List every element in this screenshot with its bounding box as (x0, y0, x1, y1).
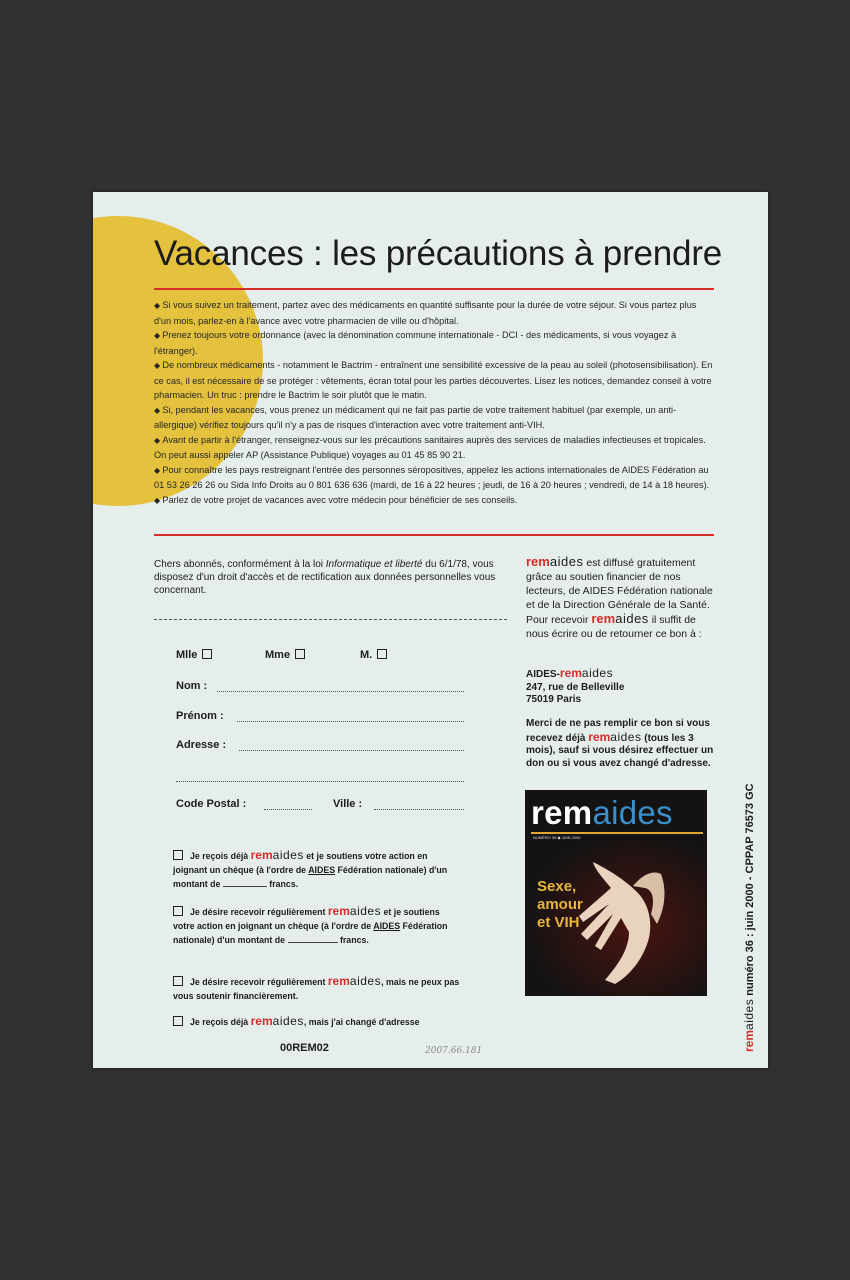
amount-blank[interactable] (223, 879, 267, 887)
checkbox-m[interactable]: M. (360, 649, 387, 661)
tip-item: ◆ Pour connaître les pays restreignant l'entrée des personnes séropositives, appelez les actions internationales de AIDES Fédération au 01 53 26 26 26 ou Sida Info Droits au 0 801 636 636 (mardi, de 16 à 22 heures ; jeudi, de 16 à 20 heures ; vendredi, de 14 à 18 heures). (154, 463, 716, 493)
option-subscribe-free[interactable]: Je désire recevoir régulièrement remaides, mais ne peux pas vous soutenir financièrement. (173, 974, 460, 1001)
privacy-notice: Chers abonnés, conformément à la loi Informatique et liberté du 6/1/78, vous disposez d'un droit d'accès et de rectification aux données personnelles vous concernant. (154, 559, 496, 596)
nom-field[interactable] (217, 691, 464, 692)
checkbox-mlle[interactable]: Mlle (176, 649, 212, 661)
tip-item: ◆ Si, pendant les vacances, vous prenez un médicament qui ne fait pas partie de votre traitement habituel (par exemple, un anti-allergique) vérifiez toujours qu'il n'y a pas de risques d'interaction avec votre traitement anti-VIH. (154, 403, 716, 433)
distribution-info: remaides est diffusé gratuitement grâce au soutien financier de nos lecteurs, de AIDES Fédération nationale et de la Direction Générale de la Santé. Pour recevoir remaides il suffit de nous écrire ou de retourner ce bon à : (526, 554, 713, 640)
option-subscribe-donate[interactable]: Je désire recevoir régulièrement remaides et je soutiens votre action en joignant un chèque (à l'ordre de AIDES Fédération nationale) d'un montant de francs. (173, 904, 448, 945)
form-code: 00REM02 (280, 1042, 329, 1054)
law-name: Informatique et liberté (325, 559, 423, 570)
code-postal-field[interactable] (264, 809, 312, 810)
tip-item: ◆ Parlez de votre projet de vacances avec votre médecin pour bénéficier de ses conseils. (154, 493, 716, 509)
checkbox-icon (173, 1016, 183, 1026)
checkbox-icon (173, 850, 183, 860)
nom-label: Nom : (176, 680, 208, 692)
cover-rule (531, 832, 703, 834)
page-title: Vacances : les précautions à prendre (154, 234, 723, 273)
cut-line (154, 619, 507, 620)
code-postal-label: Code Postal : (176, 798, 247, 810)
cover-headline: Sexe, amour et VIH (537, 878, 583, 931)
checkbox-icon (377, 649, 387, 659)
tip-item: ◆ Avant de partir à l'étranger, renseignez-vous sur les précautions sanitaires auprès des services de maladies infectieuses et tropicales. On peut aussi appeler AP (Assistance Publique) voyages au 01 45 85 90 21. (154, 433, 716, 463)
spine-text: remaides numéro 36 : juin 2000 - CPPAP 76573 GC (742, 783, 756, 1052)
cover-issue-line: NUMÉRO 36 ◆ JUIN 2000 (533, 835, 581, 840)
option-address-change[interactable]: Je reçois déjà remaides, mais j'ai changé d'adresse (173, 1014, 463, 1029)
tip-item: ◆ Prenez toujours votre ordonnance (avec la dénomination commune internationale - DCI - des médicaments, si vous voyagez à l'étranger). (154, 328, 716, 358)
amount-blank[interactable] (288, 935, 338, 943)
tip-item: ◆ De nombreux médicaments - notamment le Bactrim - entraînent une sensibilité excessive de la peau au soleil (photosensibilisation). En ce cas, il est nécessaire de se protéger : vêtements, écran total pour les parties découvertes. Lisez les notices, demandez conseil à votre pharmacien. Un truc : prendre le Bactrim le soir plutôt que le matin. (154, 358, 716, 403)
cover-logo: remaides (531, 794, 673, 831)
prenom-field[interactable] (237, 721, 464, 722)
tip-item: ◆ Si vous suivez un traitement, partez avec des médicaments en quantité suffisante pour la durée de votre séjour. Si vous partez plus d'un mois, parlez-en à l'avance avec votre pharmacien de ville ou d'hôpital. (154, 298, 716, 328)
checkbox-icon (173, 906, 183, 916)
checkbox-icon (295, 649, 305, 659)
mailing-address: AIDES-remaides 247, rue de Belleville 75019 Paris (526, 666, 625, 705)
option-donate-existing[interactable]: Je reçois déjà remaides et je soutiens votre action en joignant un chèque (à l'ordre de AIDES Fédération nationale) d'un montant de francs. (173, 848, 448, 889)
magazine-back-cover (93, 192, 768, 1068)
prenom-label: Prénom : (176, 710, 224, 722)
pencil-inventory-mark: 2007.66.181 (425, 1046, 483, 1056)
magazine-cover-thumbnail (525, 790, 707, 996)
adresse-label: Adresse : (176, 739, 227, 751)
merci-note: Merci de ne pas remplir ce bon si vous recevez déjà remaides (tous les 3 mois), sauf si vous désirez effectuer un don ou si vous avez changé d'adresse. (526, 718, 714, 769)
tips-list (154, 298, 716, 508)
checkbox-icon (173, 976, 183, 986)
tips-bottom-rule (154, 534, 714, 536)
checkbox-icon (202, 649, 212, 659)
adresse-field-line2[interactable] (176, 781, 464, 782)
title-rule (154, 288, 714, 290)
ville-field[interactable] (374, 809, 464, 810)
checkbox-mme[interactable]: Mme (265, 649, 305, 661)
adresse-field[interactable] (239, 750, 464, 751)
ville-label: Ville : (333, 798, 363, 810)
